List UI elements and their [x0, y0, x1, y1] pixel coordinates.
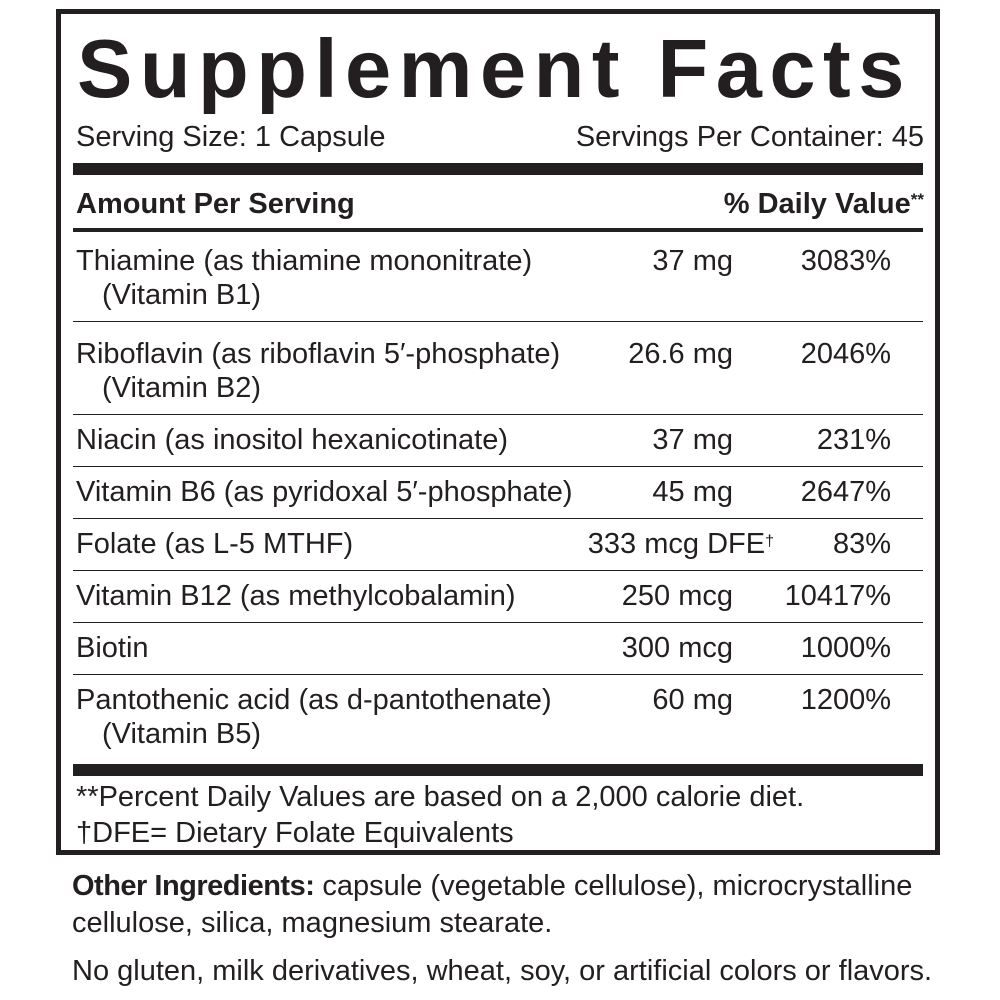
panel-title: Supplement Facts	[77, 22, 912, 115]
row-divider	[73, 570, 923, 571]
nutrient-amount: 37 mg	[652, 245, 733, 277]
nutrient-amount: 333 mcg DFE†	[587, 528, 774, 560]
nutrient-name: Pantothenic acid (as d-pantothenate)	[76, 684, 552, 716]
nutrient-name: Vitamin B12 (as methylcobalamin)	[76, 580, 516, 612]
servings-per-container: Servings Per Container: 45	[575, 121, 924, 153]
row-divider	[73, 321, 923, 322]
thick-divider	[73, 163, 923, 175]
nutrient-name: Thiamine (as thiamine mononitrate)	[76, 245, 533, 277]
nutrient-daily-value: 2046%	[800, 338, 891, 370]
nutrient-daily-value: 3083%	[800, 245, 891, 277]
nutrient-amount: 60 mg	[652, 684, 733, 716]
column-header-row	[76, 182, 924, 226]
nutrient-daily-value: 231%	[816, 424, 891, 456]
header-divider	[73, 228, 923, 232]
nutrient-daily-value: 10417%	[784, 580, 891, 612]
row-divider	[73, 414, 923, 415]
nutrient-subname: (Vitamin B2)	[102, 372, 262, 404]
nutrient-name: Vitamin B6 (as pyridoxal 5′-phosphate)	[76, 476, 573, 508]
other-ingredients-label: Other Ingredients:	[72, 870, 315, 902]
nutrient-amount: 250 mcg	[621, 580, 733, 612]
nutrient-name: Riboflavin (as riboflavin 5′-phosphate)	[76, 338, 561, 370]
nutrient-daily-value: 1000%	[800, 632, 891, 664]
nutrient-subname: (Vitamin B1)	[102, 279, 262, 311]
other-ingredients-text: capsule (vegetable cellulose), microcrystalline cellulose, silica, magnesium stearate.	[72, 870, 913, 939]
nutrient-amount: 37 mg	[652, 424, 733, 456]
nutrient-subname: (Vitamin B5)	[102, 718, 262, 750]
nutrient-daily-value: 1200%	[800, 684, 891, 716]
dv-footnote-mark: **	[910, 190, 924, 209]
row-divider	[73, 674, 923, 675]
nutrient-amount: 26.6 mg	[628, 338, 733, 370]
row-divider	[73, 622, 923, 623]
dfe-footnote: †DFE= Dietary Folate Equivalents	[76, 817, 514, 849]
allergen-statement: No gluten, milk derivatives, wheat, soy, or artificial colors or flavors.	[72, 955, 933, 987]
daily-value-header: % Daily Value**	[723, 188, 924, 220]
thick-divider	[73, 764, 923, 776]
supplement-facts-panel	[56, 9, 940, 855]
dfe-footnote-mark: †	[765, 533, 774, 550]
nutrient-amount: 300 mcg	[621, 632, 733, 664]
daily-value-footnote: **Percent Daily Values are based on a 2,000 calorie diet.	[76, 781, 805, 813]
nutrient-daily-value: 2647%	[800, 476, 891, 508]
nutrient-name: Biotin	[76, 632, 149, 664]
row-divider	[73, 466, 923, 467]
serving-size: Serving Size: 1 Capsule	[76, 121, 386, 153]
nutrient-name: Folate (as L-5 MTHF)	[76, 528, 354, 560]
nutrient-name: Niacin (as inositol hexanicotinate)	[76, 424, 508, 456]
nutrient-amount: 45 mg	[652, 476, 733, 508]
row-divider	[73, 518, 923, 519]
serving-info-row	[76, 117, 924, 157]
other-ingredients	[72, 868, 972, 942]
nutrient-daily-value: 83%	[832, 528, 891, 560]
amount-per-serving-header: Amount Per Serving	[76, 188, 355, 220]
